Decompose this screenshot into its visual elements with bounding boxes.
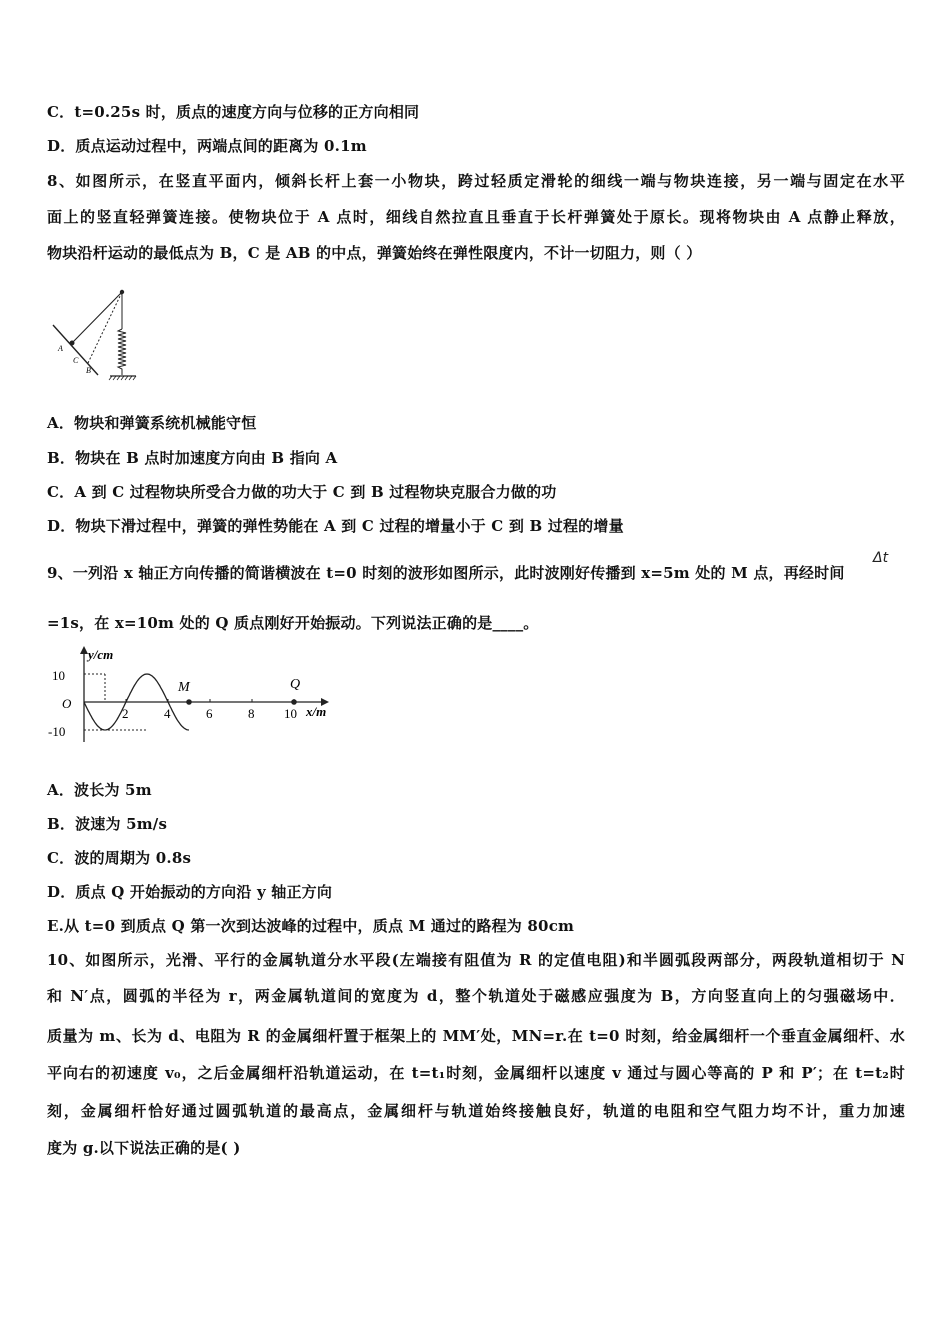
point-q-label: Q bbox=[290, 677, 301, 692]
label-a: A bbox=[58, 344, 63, 353]
q10-stem-line-5: 刻，金属细杆恰好通过圆弧轨道的最高点，金属细杆与轨道始终接触良好，轨道的电阻和空气阻力均不计，重力加速 bbox=[47, 1102, 905, 1120]
q8-stem-line-1: 8、如图所示，在竖直平面内，倾斜长杆上套一小物块，跨过轻质定滑轮的细线一端与物块连接，另一端与固定在水平 bbox=[47, 172, 905, 190]
point-m-label: M bbox=[178, 680, 190, 695]
y-axis-label: y/cm bbox=[88, 647, 114, 662]
x-tick-label: 2 bbox=[122, 706, 129, 721]
q7-option-c: C．t=0.25s 时，质点的速度方向与位移的正方向相同 bbox=[47, 103, 420, 121]
q8-figure bbox=[50, 285, 145, 385]
q9-option-e: E.从 t=0 到质点 Q 第一次到达波峰的过程中，质点 M 通过的路程为 80cm bbox=[47, 917, 575, 935]
string-solid bbox=[72, 292, 122, 343]
q8-stem-line-3: 物块沿杆运动的最低点为 B，C 是 AB 的中点，弹簧始终在弹性限度内，不计一切阻力，则（ ） bbox=[47, 244, 702, 262]
q8-option-c: C．A 到 C 过程物块所受合力做的功大于 C 到 B 过程物块克服合力做的功 bbox=[47, 483, 557, 501]
q10-stem-line-1: 10、如图所示，光滑、平行的金属轨道分水平段(左端接有阻值为 R 的定值电阻)和半圆弧段两部分，两段轨道相切于 N bbox=[47, 951, 905, 969]
spring bbox=[118, 329, 126, 375]
x-tick-label: 10 bbox=[284, 706, 297, 721]
q9-delta-t: Δt bbox=[873, 550, 889, 566]
q8-stem-line-2: 面上的竖直轻弹簧连接。使物块位于 A 点时，细线自然拉直且垂直于长杆弹簧处于原长。现将物块由 A 点静止释放， bbox=[47, 208, 905, 226]
q10-stem-line-6: 度为 g.以下说法正确的是( ) bbox=[47, 1139, 241, 1157]
q9-option-d: D．质点 Q 开始振动的方向沿 y 轴正方向 bbox=[47, 883, 333, 901]
q8-option-d: D．物块下滑过程中，弹簧的弹性势能在 A 到 C 过程的增量小于 C 到 B 过程的增量 bbox=[47, 517, 624, 535]
q8-option-b: B．物块在 B 点时加速度方向由 B 指向 A bbox=[47, 449, 338, 467]
q9-stem-line-1: 9、一列沿 x 轴正方向传播的简谐横波在 t=0 时刻的波形如图所示，此时波刚好传播到 x=5m 处的 M 点，再经时间 bbox=[47, 564, 845, 582]
q10-stem-line-4: 平向右的初速度 v₀，之后金属细杆沿轨道运动，在 t=t₁时刻，金属细杆以速度 v 通过与圆心等高的 P 和 P′；在 t=t₂时 bbox=[47, 1064, 905, 1082]
y-tick-label: 10 bbox=[52, 668, 65, 683]
origin-label: O bbox=[62, 696, 72, 711]
label-b: B bbox=[86, 366, 91, 375]
q7-option-d: D．质点运动过程中，两端点间的距离为 0.1m bbox=[47, 137, 367, 155]
q9-option-a: A．波长为 5m bbox=[47, 781, 152, 799]
q10-stem-line-2: 和 N′点，圆弧的半径为 r，两金属轨道间的宽度为 d，整个轨道处于磁感应强度为 B，方向竖直向上的匀强磁场中． bbox=[47, 987, 905, 1005]
q9-wave-chart bbox=[40, 640, 350, 750]
y-tick-label: -10 bbox=[48, 724, 66, 739]
y-axis-arrow bbox=[80, 646, 88, 654]
x-tick-label: 4 bbox=[164, 706, 171, 721]
q9-stem-line-2: =1s，在 x=10m 处的 Q 质点刚好开始振动。下列说法正确的是____。 bbox=[47, 614, 539, 632]
q9-option-c: C．波的周期为 0.8s bbox=[47, 849, 192, 867]
x-tick-label: 6 bbox=[206, 706, 213, 721]
x-tick-label: 8 bbox=[248, 706, 255, 721]
string-dashed bbox=[88, 292, 122, 363]
label-c: C bbox=[73, 356, 79, 365]
q9-option-b: B．波速为 5m/s bbox=[47, 815, 168, 833]
q10-stem-line-3: 质量为 m、长为 d、电阻为 R 的金属细杆置于框架上的 MM′处，MN=r.在 t=0 时刻，给金属细杆一个垂直金属细杆、水 bbox=[47, 1027, 905, 1045]
x-axis-label: x/m bbox=[306, 704, 327, 719]
point-m bbox=[186, 699, 192, 705]
point-q bbox=[291, 699, 297, 705]
q8-option-a: A．物块和弹簧系统机械能守恒 bbox=[47, 414, 257, 432]
block bbox=[70, 341, 75, 346]
